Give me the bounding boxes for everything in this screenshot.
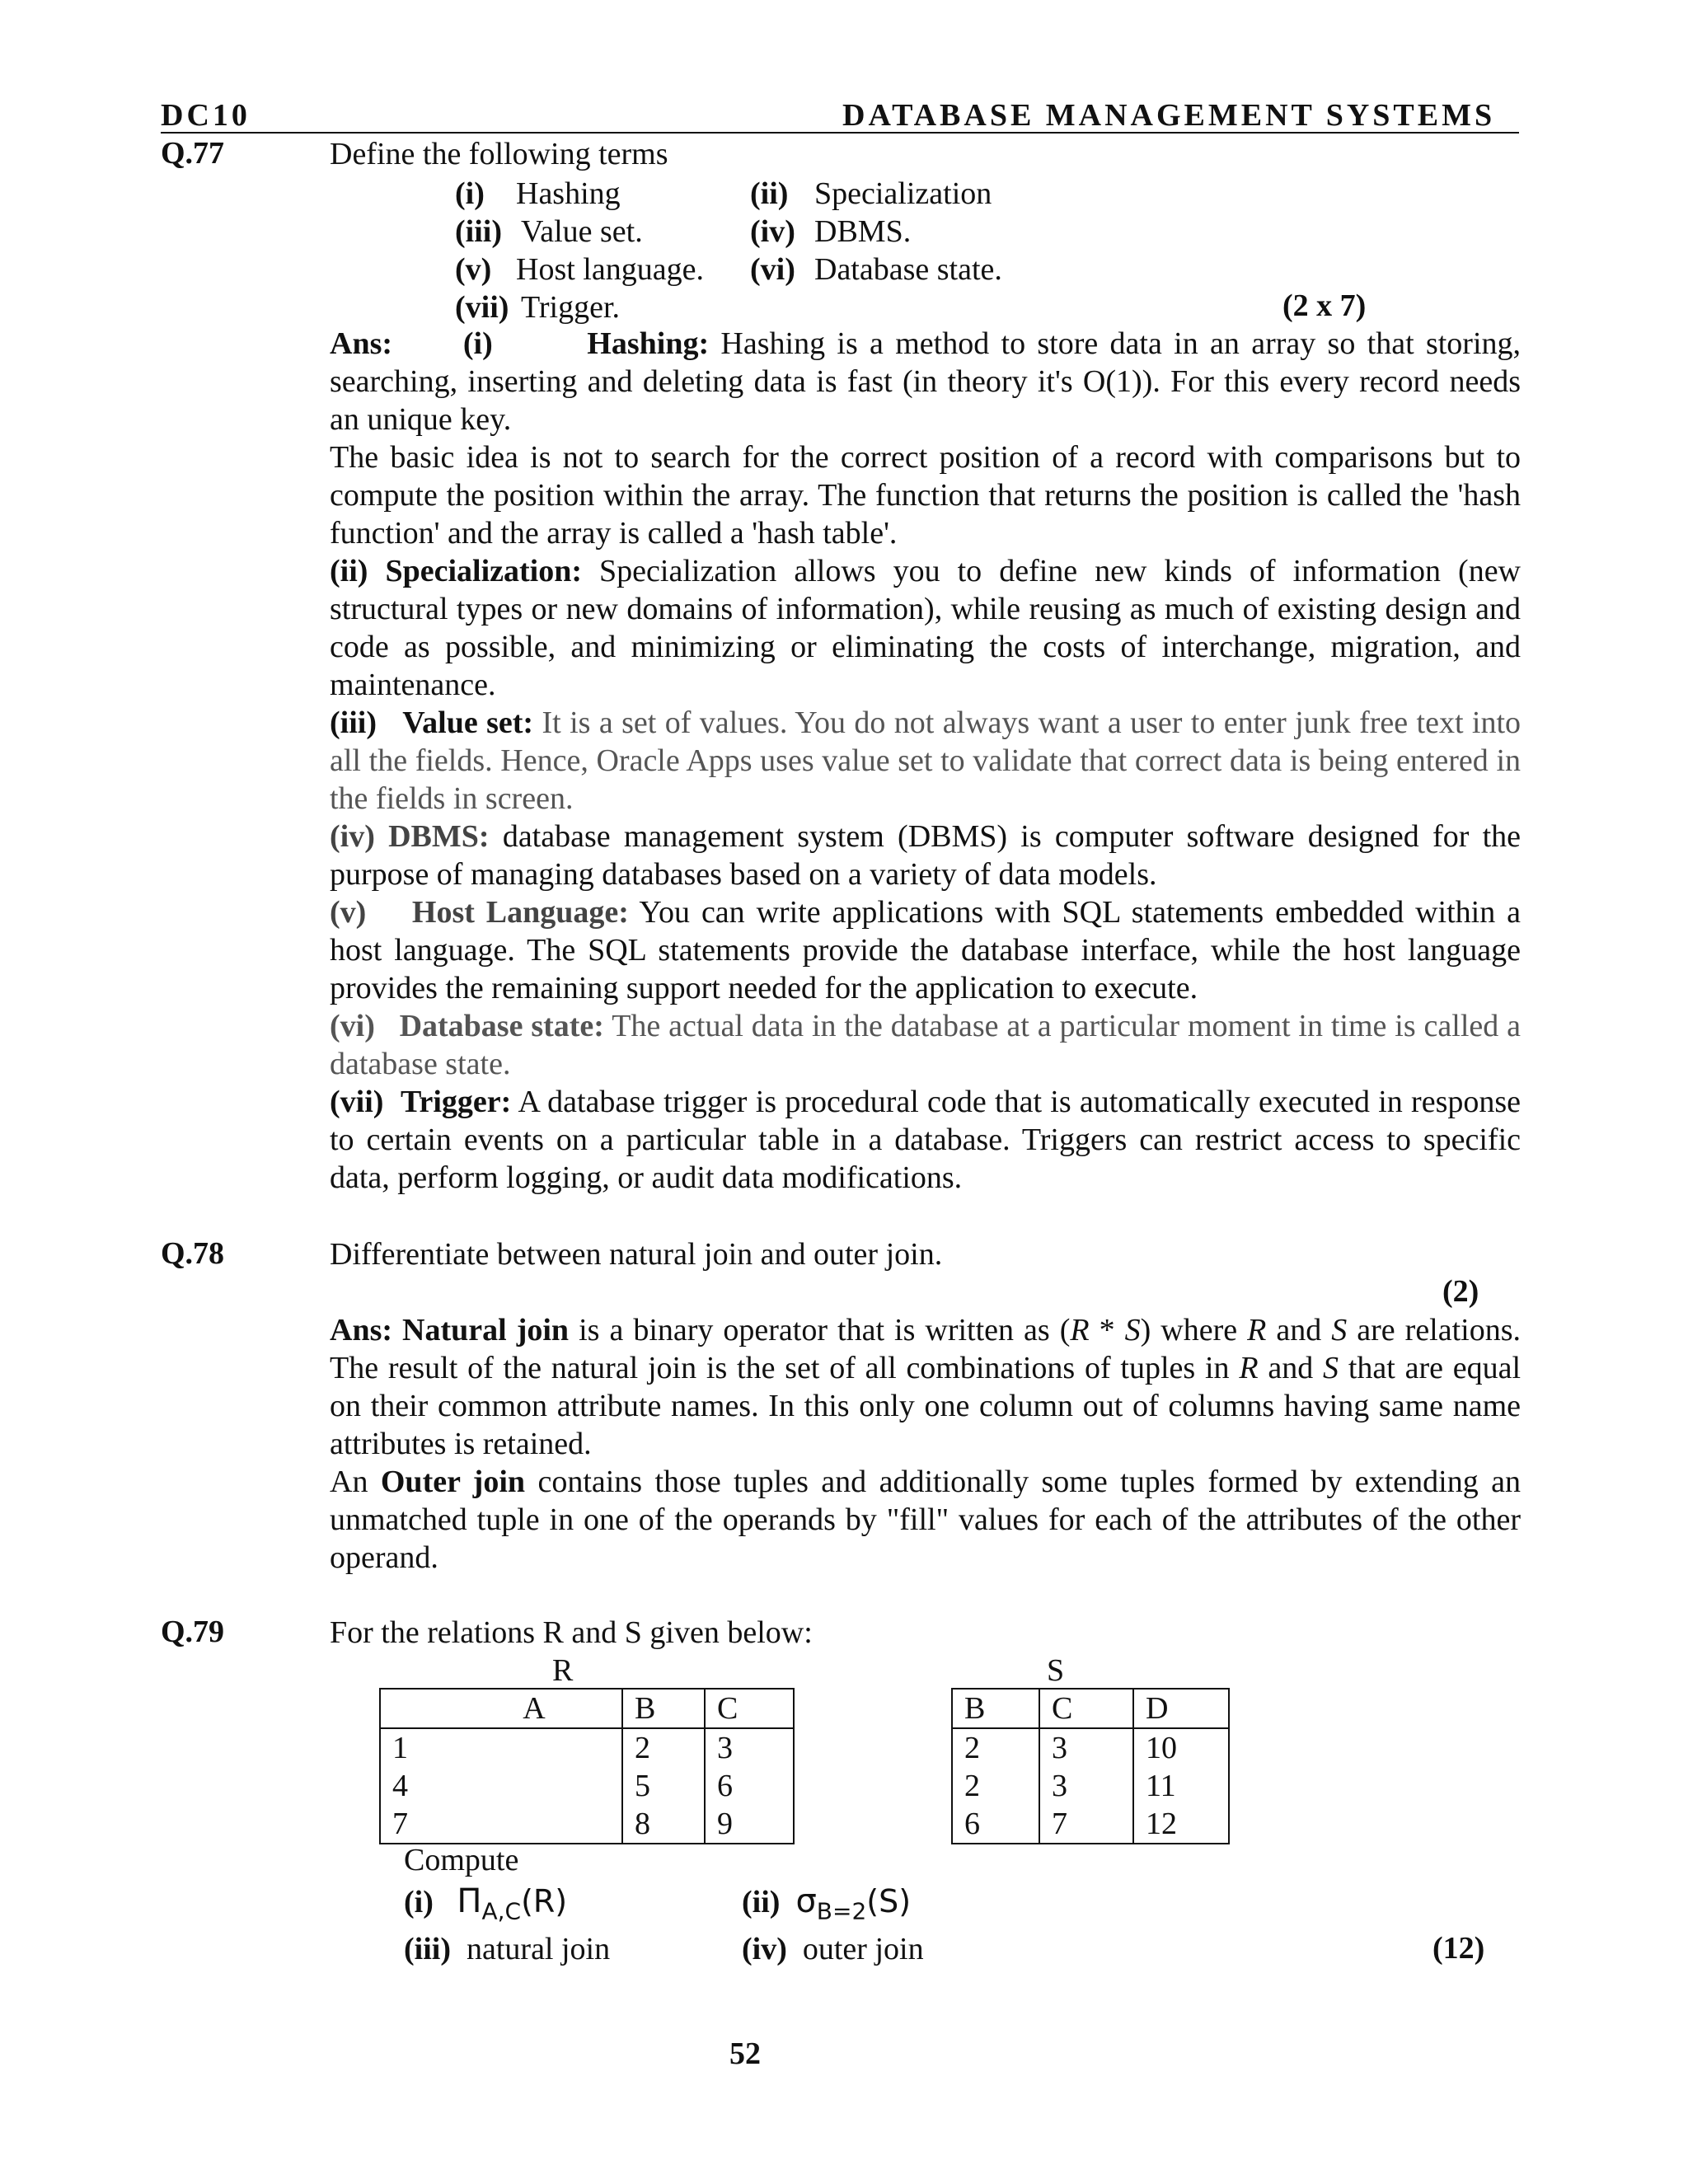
part-iii [404, 1930, 610, 1968]
ans-label: Ans: [330, 326, 393, 361]
table-header: C [1039, 1689, 1133, 1728]
ans-i-text2: The basic idea is not to search for the correct position of a record with comparisons but to compute the position within the array. The function that returns the position is called the 'hash function' and the array is called a 'hash table'. [330, 440, 1521, 551]
relation-s: S [1124, 1313, 1141, 1347]
ans-v-text: You can write applications with SQL statements embedded within a host language. The SQL statements provide the database interface, while the host language provides the remaining support needed for the application to execute. [330, 895, 1521, 1005]
table-cell: 2 [952, 1767, 1039, 1805]
q78-number: Q.78 [161, 1236, 225, 1271]
ans-vi-text: The actual data in the database at a particular moment in time is called a database state. [330, 1009, 1521, 1081]
and: and [1268, 1351, 1314, 1385]
term-text: Specialization [814, 176, 992, 211]
term-text: DBMS. [814, 214, 912, 249]
header-title: DATABASE MANAGEMENT SYSTEMS [842, 98, 1496, 133]
ans-iv-label: (iv) DBMS: [330, 819, 490, 854]
ans-iv-text: database management system (DBMS) is computer software designed for the purpose of managing databases based on a variety of data models. [330, 819, 1522, 892]
q78-question: Differentiate between natural join and outer join. [330, 1237, 943, 1272]
term-text: Value set. [521, 214, 643, 249]
table-cell: 10 [1133, 1728, 1229, 1767]
table-cell: 2 [622, 1728, 705, 1767]
relation-s: S [1331, 1313, 1348, 1347]
relation-s-name: S [1047, 1653, 1065, 1688]
table-cell: 5 [622, 1767, 705, 1805]
header-left: DC10 [161, 98, 251, 133]
ans-vii-text: A database trigger is procedural code that is automatically executed in response to certain events on a particular table in a database. Triggers can restrict access to specific data, perform logging, or audit data modifications. [330, 1085, 1522, 1195]
term-num: (vi) [750, 252, 795, 287]
relation-r: R [1239, 1351, 1259, 1385]
relation-r: R [1247, 1313, 1267, 1347]
outer-join-term: Outer join [380, 1465, 526, 1499]
ans-v-term: Host Language: [411, 895, 629, 930]
selection-symbol: σ [795, 1882, 817, 1920]
table-cell: 4 [380, 1767, 622, 1805]
page-number: 52 [729, 2036, 761, 2071]
table-cell: 12 [1133, 1805, 1229, 1844]
ans-i-term: Hashing: [587, 326, 710, 361]
term-text: Hashing [516, 176, 621, 211]
projection-subscript: A,C [481, 1897, 522, 1925]
term-num: (ii) [750, 176, 789, 211]
part-text: natural join [466, 1932, 611, 1966]
ans-label: Ans: [330, 1313, 393, 1347]
relation-r-table [379, 1688, 795, 1844]
star: * [1089, 1313, 1125, 1347]
term-text: Host language. [516, 252, 704, 287]
ans-ii-text: Specialization allows you to define new kinds of information (new structural types or new domains of information), while reusing as much of existing design and code as possible, and minimizing or eliminating the costs of interchange, migration, and maintenance. [330, 554, 1521, 702]
and: and [1276, 1313, 1322, 1347]
table-cell: 6 [952, 1805, 1039, 1844]
q79-question: For the relations R and S given below: [330, 1615, 813, 1650]
ans-iii-term: Value set: [402, 705, 534, 740]
selection-arg: (S) [866, 1883, 912, 1919]
term-num: (v) [455, 252, 492, 287]
ans-iii-text: It is a set of values. You do not always want a user to enter junk free text into all the fields. Hence, Oracle Apps uses value set to validate that correct data is being entered in the fields in screen. [330, 705, 1522, 816]
table-cell: 6 [705, 1767, 794, 1805]
table-cell: 3 [705, 1728, 794, 1767]
table-cell: 3 [1039, 1728, 1133, 1767]
table-cell: 7 [1039, 1805, 1133, 1844]
ans-ii-label: (ii) Specialization: [330, 554, 582, 588]
ans-vii-num: (vii) [330, 1085, 384, 1119]
projection-symbol: Π [457, 1882, 482, 1920]
term-text: Trigger. [521, 290, 621, 325]
part-num: (iv) [742, 1932, 787, 1966]
q78-answer [330, 1311, 1521, 1577]
part-text: outer join [802, 1932, 924, 1966]
ans-iii-num: (iii) [330, 705, 377, 740]
q77-marks: (2 x 7) [1282, 288, 1367, 323]
table-cell: 7 [380, 1805, 622, 1844]
table-cell: 3 [1039, 1767, 1133, 1805]
ans-v-num: (v) [330, 895, 367, 930]
term-num: (iv) [750, 214, 795, 249]
relation-s-table [951, 1688, 1230, 1844]
part-num: (iii) [404, 1932, 451, 1966]
outer-text: contains those tuples and additionally some tuples formed by extending an unmatched tuple in one of the operands by "fill" values for each of the attributes of the other operand. [330, 1465, 1522, 1575]
term-num: (i) [455, 176, 485, 211]
q78-marks: (2) [1442, 1274, 1479, 1309]
part-iv [742, 1930, 924, 1968]
ans-i-text: Hashing is a method to store data in an array so that storing, searching, inserting and deleting data is fast (in theory it's O(1)). For this every record needs an unique key. [330, 326, 1522, 437]
q77-question: Define the following terms [330, 137, 668, 171]
natural-text: is a binary operator that is written as ( [579, 1313, 1071, 1347]
q77-answer [330, 325, 1521, 1197]
outer-prefix: An [330, 1465, 368, 1499]
table-cell: 9 [705, 1805, 794, 1844]
ans-vii-term: Trigger: [400, 1085, 512, 1119]
relation-r: R [1070, 1313, 1090, 1347]
table-header: C [705, 1689, 794, 1728]
part-num: (i) [404, 1885, 434, 1919]
natural-text: ) where [1140, 1313, 1238, 1347]
table-cell: 8 [622, 1805, 705, 1844]
q79-marks: (12) [1432, 1931, 1485, 1966]
part-ii [742, 1882, 911, 1931]
ans-vi-term: Database state: [399, 1009, 604, 1043]
table-header: D [1133, 1689, 1229, 1728]
ans-i-num: (i) [462, 326, 493, 361]
part-num: (ii) [742, 1885, 781, 1919]
relation-s: S [1323, 1351, 1339, 1385]
table-header: B [622, 1689, 705, 1728]
table-cell: 2 [952, 1728, 1039, 1767]
q79-number: Q.79 [161, 1615, 225, 1649]
natural-text: that are equal on their common attribute names. In this only one column out of columns having same name attributes is retained. [330, 1351, 1522, 1461]
projection-arg: (R) [521, 1883, 568, 1919]
table-header: B [952, 1689, 1039, 1728]
table-header: A [380, 1689, 622, 1728]
compute-label: Compute [404, 1843, 519, 1877]
ans-vi-num: (vi) [330, 1009, 375, 1043]
table-cell: 11 [1133, 1767, 1229, 1805]
selection-subscript: B=2 [816, 1897, 867, 1925]
natural-text: are relations. The result of the natural join is the set of all combinations of tuples in [330, 1313, 1522, 1385]
relation-r-name: R [552, 1653, 574, 1688]
term-text: Database state. [814, 252, 1002, 287]
term-num: (iii) [455, 214, 502, 249]
term-num: (vii) [455, 290, 509, 325]
header-rule [161, 132, 1519, 134]
part-i [404, 1882, 567, 1931]
table-cell: 1 [380, 1728, 622, 1767]
q77-number: Q.77 [161, 136, 225, 171]
natural-join-term: Natural join [402, 1313, 570, 1347]
